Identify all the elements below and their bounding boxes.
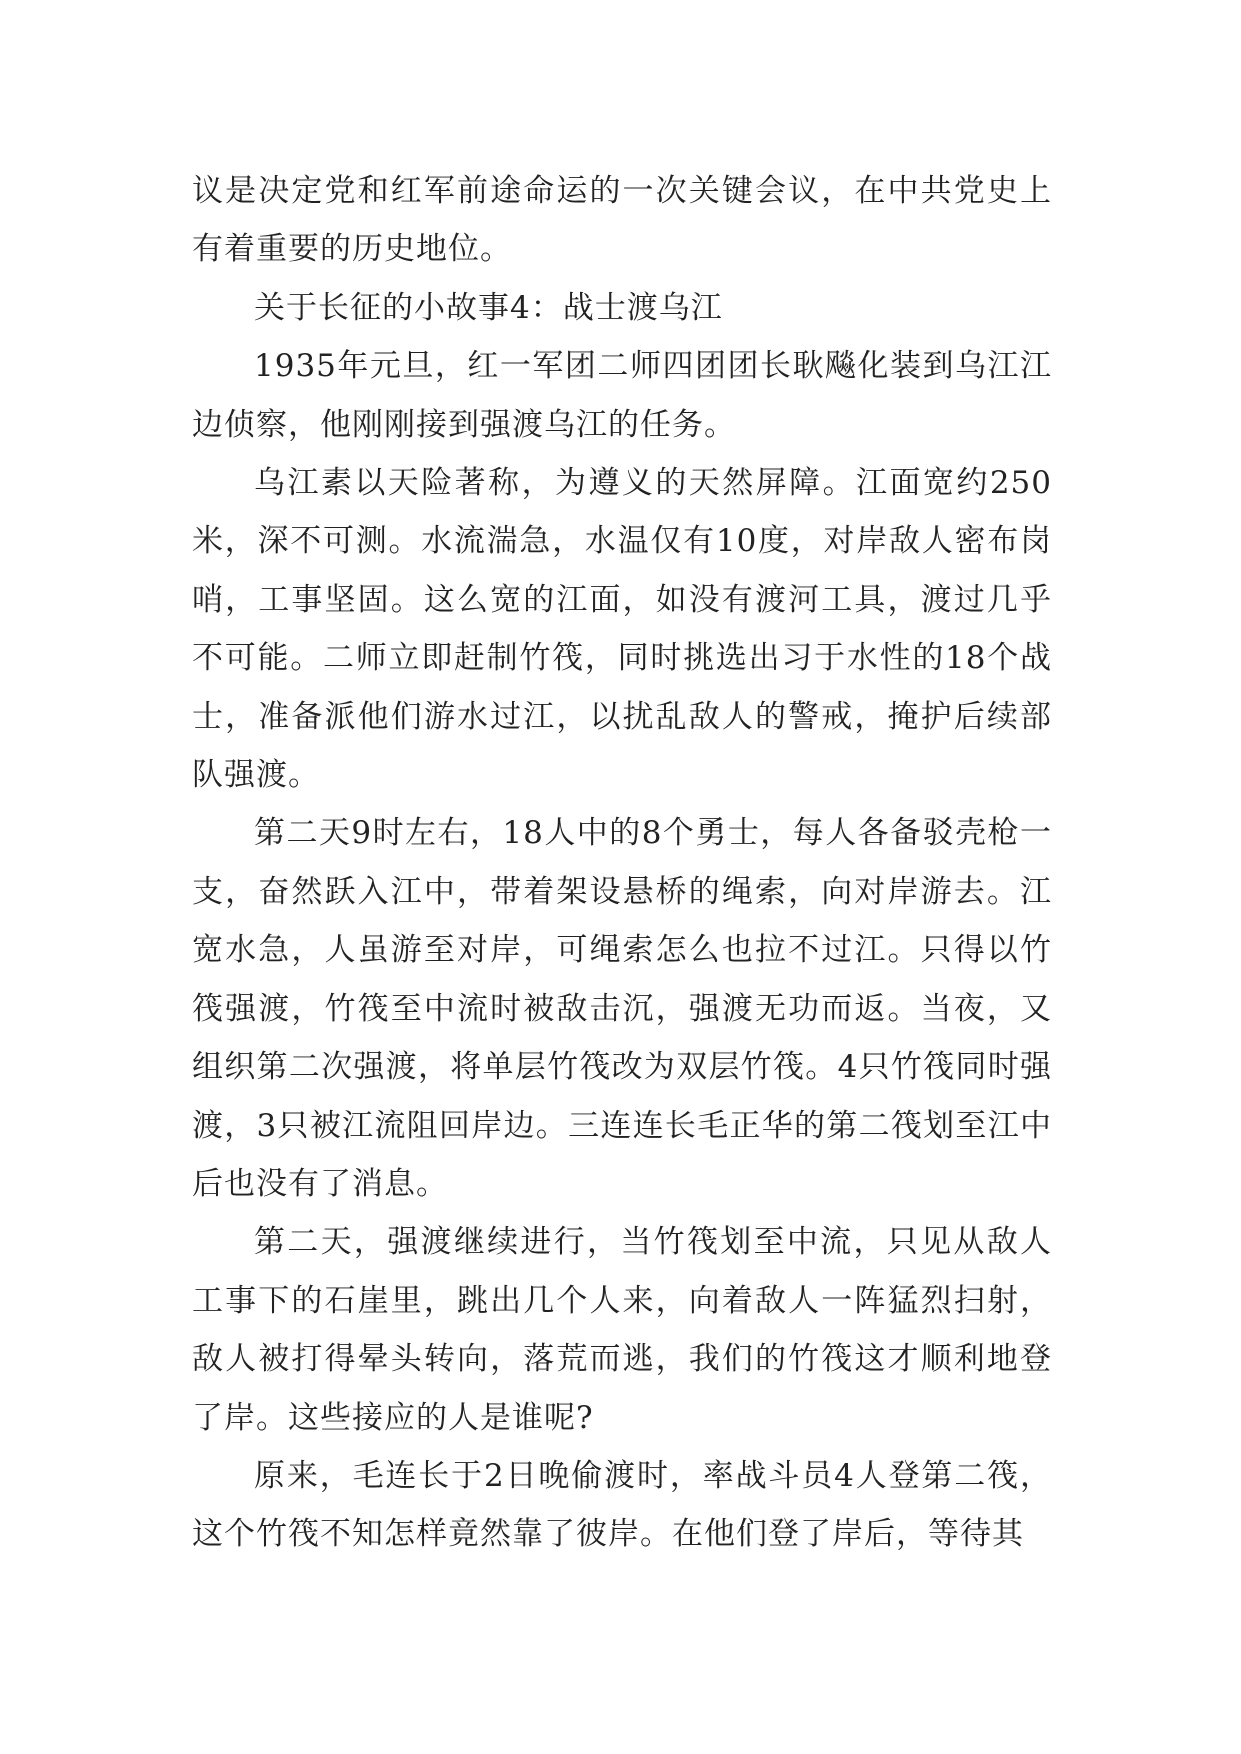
document-body: [192, 162, 1052, 1564]
paragraph: 第二天9时左右，18人中的8个勇士，每人各备驳壳枪一支，奋然跃入江中，带着架设悬桥的绳索，向对岸游去。江宽水急，人虽游至对岸，可绳索怎么也拉不过江。只得以竹筏强渡，竹筏至中流时被敌击沉，强渡无功而返。当夜，又组织第二次强渡，将单层竹筏改为双层竹筏。4只竹筏同时强渡，3只被江流阻回岸边。三连连长毛正华的第二筏划至江中后也没有了消息。: [192, 815, 1052, 1202]
section-heading: 关于长征的小故事4：战士渡乌江: [254, 289, 723, 326]
paragraph: 第二天，强渡继续进行，当竹筏划至中流，只见从敌人工事下的石崖里，跳出几个人来，向着敌人一阵猛烈扫射，敌人被打得晕头转向，落荒而逃，我们的竹筏这才顺利地登了岸。这些接应的人是谁呢?: [192, 1224, 1052, 1436]
paragraph: 乌江素以天险著称，为遵义的天然屏障。江面宽约250米，深不可测。水流湍急，水温仅有10度，对岸敌人密布岗哨，工事坚固。这么宽的江面，如没有渡河工具，渡过几乎不可能。二师立即赶制竹筏，同时挑选出习于水性的18个战士，准备派他们游水过江，以扰乱敌人的警戒，掩护后续部队强渡。: [192, 465, 1052, 794]
paragraph: 原来，毛连长于2日晚偷渡时，率战斗员4人登第二筏，这个竹筏不知怎样竟然靠了彼岸。在他们登了岸后，等待其: [192, 1457, 1052, 1553]
paragraph: 1935年元旦，红一军团二师四团团长耿飚化装到乌江江边侦察，他刚刚接到强渡乌江的任务。: [192, 348, 1052, 443]
paragraph: 议是决定党和红军前途命运的一次关键会议，在中共党史上有着重要的历史地位。: [192, 173, 1052, 268]
